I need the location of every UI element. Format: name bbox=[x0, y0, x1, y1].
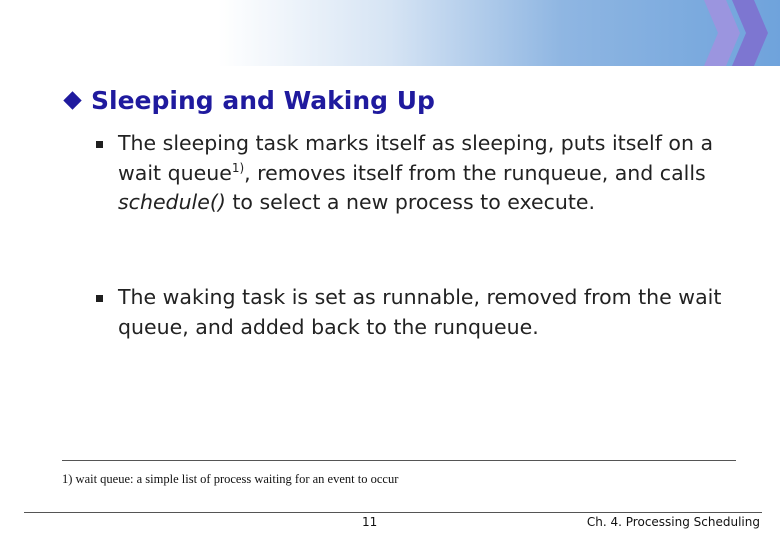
bullet-item-2 bbox=[96, 283, 734, 342]
bullet-text-2: The waking task is set as runnable, removed from the wait queue, and added back to the runqueue. bbox=[118, 285, 722, 339]
chapter-label: Ch. 4. Processing Scheduling bbox=[586, 515, 760, 529]
slide-title-text: Sleeping and Waking Up bbox=[91, 86, 435, 115]
diamond-icon bbox=[63, 91, 81, 109]
footnote-divider bbox=[62, 460, 736, 461]
page-number: 11 bbox=[362, 515, 378, 529]
bullet-text-1 bbox=[118, 129, 734, 218]
header-banner bbox=[0, 0, 780, 66]
footnote-ref: 1) bbox=[231, 160, 245, 175]
bullet-1-part3: to select a new process to execute. bbox=[225, 190, 596, 214]
function-name: schedule() bbox=[118, 190, 226, 214]
bullet-1-part2: , removes itself from the runqueue, and calls bbox=[244, 160, 706, 185]
chevron-icon bbox=[698, 0, 780, 66]
bullet-1-part1: The sleeping task marks itself as sleeping, puts itself on a wait queue bbox=[118, 131, 714, 185]
footnote: 1) wait queue: a simple list of process waiting for an event to occur bbox=[62, 472, 399, 486]
footer-divider bbox=[24, 512, 762, 513]
bullet-item-1 bbox=[96, 129, 734, 218]
slide-title bbox=[62, 86, 435, 115]
square-bullet-icon bbox=[96, 141, 103, 148]
square-bullet-icon bbox=[96, 295, 103, 302]
